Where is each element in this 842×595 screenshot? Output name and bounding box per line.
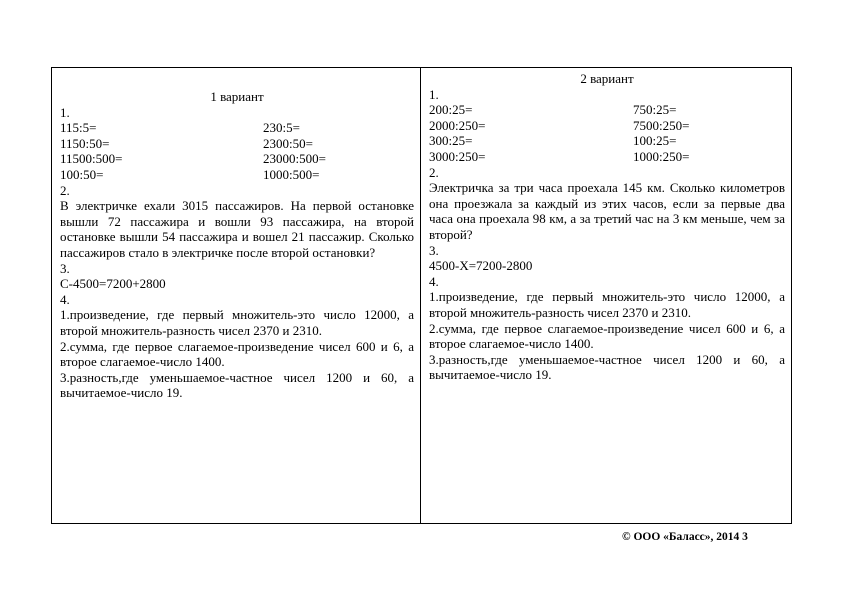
expression: 115:5= [60, 120, 97, 136]
variant-1-column [52, 68, 421, 523]
expression-row [429, 118, 785, 134]
expression-row [429, 102, 785, 118]
task-3-number: 3. [60, 260, 70, 276]
expression: 23000:500= [263, 151, 326, 167]
expression: 100:50= [60, 166, 104, 182]
expression: 1000:250= [633, 148, 690, 164]
expression-row [60, 167, 414, 183]
task-4-number: 4. [429, 273, 439, 289]
task-3-equation: 4500-Х=7200-2800 [429, 258, 533, 274]
copyright-footer: © ООО «Баласс», 2014 3 [622, 531, 748, 543]
task-4-item: 1.произведение, где первый множитель-это число 12000, а второй множитель-разность чисел 2370 и 2310. [60, 307, 414, 338]
expression-row [60, 151, 414, 167]
variant-1-title: 1 вариант [210, 89, 264, 104]
expression: 2300:50= [263, 135, 313, 151]
expression: 1000:500= [263, 166, 320, 182]
task-3-equation: С-4500=7200+2800 [60, 276, 166, 292]
variant-2-title: 2 вариант [580, 71, 634, 86]
expression: 750:25= [633, 102, 677, 118]
task-2-text: В электричке ехали 3015 пассажиров. На первой остановке вышли 72 пассажира и вошли 93 пассажира, на второй остановке вышли 54 пассажира и вошел 21 пассажир. Сколько пассажиров стало в электричке после второй остановки? [60, 198, 414, 260]
expression: 7500:250= [633, 117, 690, 133]
expression: 200:25= [429, 102, 473, 118]
task-1-number: 1. [429, 86, 439, 102]
task-3-number: 3. [429, 242, 439, 258]
task-4-item: 2.сумма, где первое слагаемое-произведение чисел 600 и 6, а второе слагаемое-число 1400. [60, 338, 414, 370]
task-1-number: 1. [60, 104, 70, 120]
expression: 230:5= [263, 120, 300, 136]
worksheet-table [51, 67, 792, 524]
task-4-number: 4. [60, 291, 70, 307]
expression-row [60, 120, 414, 136]
expression: 100:25= [633, 133, 677, 149]
expression-row [60, 136, 414, 152]
task-4-item: 2.сумма, где первое слагаемое-произведение чисел 600 и 6, а второе слагаемое-число 1400. [429, 320, 785, 352]
expression-row [429, 149, 785, 165]
expression: 1150:50= [60, 135, 110, 151]
task-4-item: 3.разность,где уменьшаемое-частное чисел 1200 и 60, а вычитаемое-число 19. [60, 369, 414, 401]
task-4-item: 3.разность,где уменьшаемое-частное чисел 1200 и 60, а вычитаемое-число 19. [429, 351, 785, 383]
expression-row [429, 133, 785, 149]
task-2-number: 2. [60, 182, 70, 198]
expression: 3000:250= [429, 148, 486, 164]
variant-2-column [421, 68, 791, 523]
task-2-text: Электричка за три часа проехала 145 км. Сколько километров она проезжала за каждый из этих часов, если за первые два часа она проехала 98 км, а за третий час на 3 км меньше, чем за второй? [429, 180, 785, 242]
expression: 11500:500= [60, 151, 123, 167]
expression: 2000:250= [429, 117, 486, 133]
expression: 300:25= [429, 133, 473, 149]
task-4-item: 1.произведение, где первый множитель-это число 12000, а второй множитель-разность чисел 2370 и 2310. [429, 289, 785, 320]
task-2-number: 2. [429, 164, 439, 180]
